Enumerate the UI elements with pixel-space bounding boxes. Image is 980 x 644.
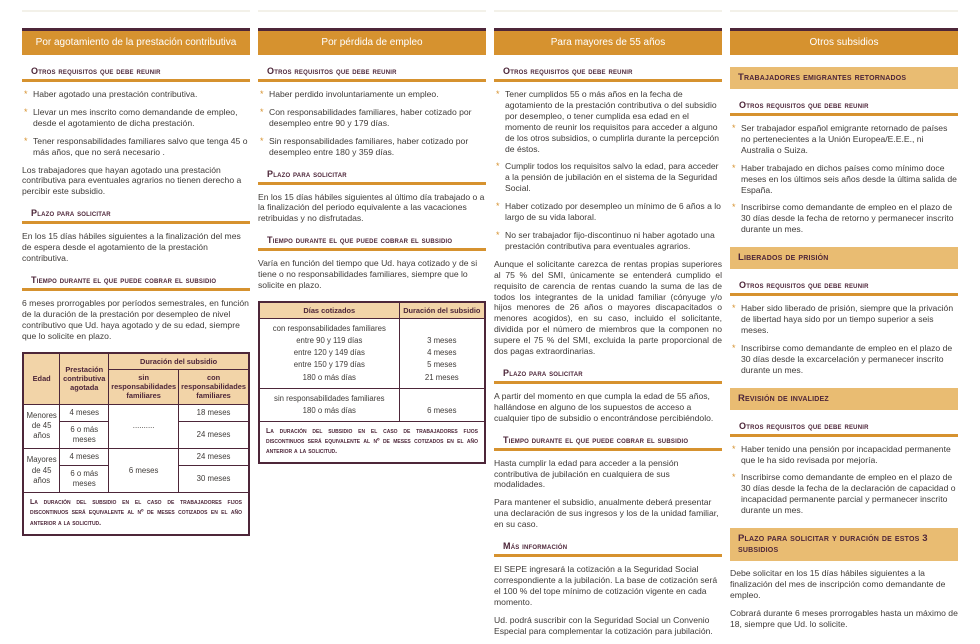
asterisk-bullet-icon: * [260,89,264,99]
cell-line: sin responsabilidades familiares [274,393,385,403]
table-header-prestacion: Prestación contributiva agotada [60,353,109,405]
bullet-text: Ser trabajador español emigrante retornado de países no pertenecientes a la Unión Europea/E.E.E., ni Australia o Suiza. [741,123,948,155]
cell-line [402,393,482,405]
table-row [259,319,485,388]
section-heading-requisitos: Otros requisitos que debe reunir [730,100,958,116]
panel-title: Por agotamiento de la prestación contributiva [35,37,237,48]
plazo-3-subsidios-text-2: Cobrará durante 6 meses prorrogables hasta un máximo de 18, siempre que Ud. lo solicite. [730,607,958,629]
bullet-item [494,161,722,194]
table-header-dias: Días cotizados [259,302,399,319]
table-footnote: La duración del subsidio en el caso de trabajadores fijos discontinuos será equivalente al nº de meses cotizados en el año anterior a la solicitud. [259,421,485,463]
cell-line: 3 meses [427,336,457,346]
asterisk-bullet-icon: * [496,161,500,172]
bullet-item [494,201,722,223]
asterisk-bullet-icon: * [732,443,736,454]
section-heading-tiempo: Tiempo durante el que puede cobrar el subsidio [494,435,722,451]
section-heading-requisitos: Otros requisitos que debe reunir [494,66,722,82]
asterisk-bullet-icon: * [260,106,264,117]
cell-prestacion: 6 o más meses [60,466,109,493]
bullet-item [22,107,250,129]
bullet-item [730,202,958,235]
mas-informacion-text-2: Ud. podrá suscribir con la Seguridad Social un Convenio Especial para complementar la cotización para jubilación. [494,614,713,636]
asterisk-bullet-icon: * [732,123,736,133]
duration-by-age-table [22,352,250,536]
table-header-edad: Edad [23,353,60,405]
section-heading-requisitos: Otros requisitos que debe reunir [258,66,486,82]
bullet-text: Inscribirse como demandante de empleo en el plazo de 30 días desde la excarcelación y permanecer inscrito durante un mes. [741,342,953,375]
asterisk-bullet-icon: * [24,89,28,99]
bullet-text: Inscribirse como demandante de empleo en el plazo de 30 días desde la fecha de la declaración de capacidad o incapacidad permanente parcial y permanecer inscrito durante un mes. [741,472,956,516]
plazo-text: En los 15 días hábiles siguientes a la finalización del mes de espera desde el agotamiento de la prestación contributiva. [22,231,241,264]
cell-age: Menores de 45 años [23,404,60,448]
section-heading-tiempo: Tiempo durante el que puede cobrar el subsidio [22,275,250,291]
section-heading-plazo: Plazo para solicitar [22,208,250,224]
cell-line: 21 meses [424,372,459,382]
cell-line: 4 meses [427,348,457,358]
band-liberados-prision: Liberados de prisión [730,247,958,269]
table-row [23,404,249,421]
table-row [259,421,485,463]
bullet-text: Cumplir todos los requisitos salvo la edad, para acceder a la pensión de jubilación en el sistema de la Seguridad Social. [505,161,719,194]
duration-by-days-table [258,301,486,464]
bullet-item [730,303,958,336]
cell-dias-group [259,319,399,388]
table-footnote: La duración del subsidio en el caso de trabajadores fijos discontinuos será equivalente al nº de meses cotizados en el año anterior a la solicitud. [23,493,249,535]
cell-line: 6 meses [427,405,457,415]
cell-prestacion: 4 meses [60,448,109,465]
cell-line [402,323,482,335]
agrarian-exclusion-note: Los trabajadores que hayan agotado una prestación contributiva para eventuales agrarios no tienen derecho a percibir este subsidio. [22,164,242,197]
cell-con: 24 meses [179,448,249,465]
asterisk-bullet-icon: * [732,162,736,173]
bullet-item [730,343,958,376]
panel-perdida-empleo [258,10,486,644]
bullet-item [494,89,722,154]
asterisk-bullet-icon: * [24,106,28,117]
asterisk-bullet-icon: * [24,135,28,146]
asterisk-bullet-icon: * [496,229,500,240]
bullet-item [494,230,722,252]
fold-line [730,10,958,12]
band-revision-invalidez: Revisión de invalidez [730,388,958,410]
cell-prestacion: 4 meses [60,404,109,421]
tiempo-text-2: Para mantener el subsidio, anualmente deberá presentar una declaración de sus ingresos y los de la unidad familiar, en su caso. [494,497,719,530]
panel-title: Otros subsidios [809,37,879,48]
table-header-duracion: Duración del subsidio [109,353,249,370]
tiempo-text: 6 meses prorrogables por períodos semestrales, en función de la duración de la prestación por desempleo de nivel contributivo que Ud. haya agotado y de su edad, siempre que lo solicite en plazo. [22,297,249,341]
cell-line: 5 meses [427,360,457,370]
bullet-text: Inscribirse como demandante de empleo en el plazo de 30 días desde la fecha de retorno y permanecer inscrito durante un mes. [741,202,954,235]
panel-title-bar [730,28,958,55]
cell-con: 18 meses [179,404,249,421]
bullet-item [730,123,958,156]
section-heading-plazo: Plazo para solicitar [494,368,722,384]
bullet-text: Tener cumplidos 55 o más años en la fecha de agotamiento de la prestación contributiva o del subsidio por desempleo, o tener cumplida esa edad en el momento de reunir los requisitos para acceder a alguno de los otros subsidios, o cumplirla durante la percepción de éstos. [505,89,720,154]
panel-title: Por pérdida de empleo [321,37,423,48]
bullet-item [730,444,958,466]
table-header-duracion: Duración del subsidio [399,302,485,319]
section-heading-plazo: Plazo para solicitar [258,169,486,185]
cell-line: entre 120 y 149 días [293,348,365,358]
fold-line [258,10,486,12]
panel-title-bar [494,28,722,55]
bullet-text: Haber agotado una prestación contributiva. [33,89,198,99]
panel-title: Para mayores de 55 años [550,37,666,48]
plazo-text: A partir del momento en que cumpla la edad de 55 años, hallándose en alguno de los supuestos de acceso a cualquier tipo de subsidio o encontrándose percibiéndolo. [494,390,714,423]
panel-mayores-55 [494,10,722,644]
plazo-3-subsidios-text-1: Debe solicitar en los 15 días hábiles siguientes a la finalización del mes de inscripción como demandante de empleo. [730,568,946,600]
bullet-item [730,163,958,196]
bullet-text: Tener responsabilidades familiares salvo que tenga 45 o más años, que no será necesario . [33,135,248,157]
bullet-item [22,136,250,158]
cell-line: 180 o más días [302,372,356,382]
panel-title-bar [258,28,486,55]
cell-line: 180 o más días [302,405,356,415]
asterisk-bullet-icon: * [732,303,736,314]
band-plazo-duracion-3-subsidios: Plazo para solicitar y duración de estos 3 subsidios [730,528,958,561]
section-heading-requisitos: Otros requisitos que debe reunir [730,280,958,296]
section-heading-requisitos: Otros requisitos que debe reunir [22,66,250,82]
cell-con: 24 meses [179,421,249,448]
fold-line [494,10,722,12]
asterisk-bullet-icon: * [732,202,736,213]
asterisk-bullet-icon: * [496,201,500,212]
cell-sin: 6 meses [109,448,179,492]
bullet-text: Haber tenido una pensión por incapacidad permanente que le ha sido revisada por mejoría. [741,443,951,465]
panel-title-bar [22,28,250,55]
cell-sin: .......... [109,404,179,448]
plazo-text: En los 15 días hábiles siguientes al último día trabajado o a la finalización del periodo equivalente a las vacaciones retribuidas y no disfrutadas. [258,191,485,224]
mas-informacion-text-1: El SEPE ingresará la cotización a la Seguridad Social correspondiente a la jubilación. La base de cotización será el 100 % del tope mínimo de cotización vigente en cada momento. [494,564,718,607]
asterisk-bullet-icon: * [732,342,736,353]
table-header-con-resp: con responsabilidades familiares [179,369,249,404]
bullet-item [258,89,486,100]
panel-agotamiento-prestacion [22,10,250,644]
cell-con: 30 meses [179,466,249,493]
fold-line [22,10,250,12]
table-header-sin-resp: sin responsabilidades familiares [109,369,179,404]
bullet-item [258,107,486,129]
cell-duracion-group [399,319,485,388]
bullet-item [730,472,958,516]
asterisk-bullet-icon: * [496,89,500,99]
tiempo-text: Varía en función del tiempo que Ud. haya cotizado y de si tiene o no responsabilidades familiares, siempre que lo solicite en plazo. [258,258,478,291]
asterisk-bullet-icon: * [732,472,736,483]
asterisk-bullet-icon: * [260,135,264,146]
bullet-text: Haber cotizado por desempleo un mínimo de 6 años a lo largo de su vida laboral. [505,201,721,223]
panel-otros-subsidios [730,10,958,644]
cell-line: con responsabilidades familiares [272,324,386,334]
bullet-text: Con responsabilidades familiares, haber cotizado por desempleo entre 90 y 179 días. [269,106,472,128]
section-heading-tiempo: Tiempo durante el que puede cobrar el subsidio [258,235,486,251]
cell-age: Mayores de 45 años [23,448,60,492]
bullet-text: Sin responsabilidades familiares, haber cotizado por desempleo entre 180 y 359 días. [269,135,469,157]
section-heading-requisitos: Otros requisitos que debe reunir [730,421,958,437]
bullet-text: Llevar un mes inscrito como demandande de empleo, desde el agotamiento de dicha prestación. [33,106,238,128]
bullet-text: Haber perdido involuntariamente un empleo. [269,89,439,99]
bullet-text: No ser trabajador fijo-discontinuo ni haber agotado una prestación contributiva para eventuales agrarios. [505,229,715,251]
bullet-item [258,136,486,158]
cell-prestacion: 6 o más meses [60,421,109,448]
cell-line: entre 90 y 119 días [296,336,363,346]
bullet-text: Haber trabajado en dichos países como mínimo doce meses en los últimos seis años desde la última salida de España. [741,162,957,195]
bullet-text: Haber sido liberado de prisión, siempre que la privación de libertad haya sido por un tiempo superior a seis meses. [741,303,954,335]
bullet-item [22,89,250,100]
section-heading-mas-informacion: Más información [494,541,722,557]
cell-line: entre 150 y 179 días [293,360,365,370]
smi-income-note: Aunque el solicitante carezca de rentas propias superiores al 75 % del SMI, únicamente se entenderá cumplido el requisito de carencia de rentas cuando la suma de las de todos los integrantes de la unidad familiar (cónyuge y/o hijos menores de 26 años o mayores discapacitados o menores acogidos), en su caso, incluido el solicitante, dividida por el número de miembros que la componen no supere el 75 % del SMI, excluida la parte proporcional de dos pagas extraordinarias. [494,258,722,357]
table-row [259,388,485,421]
tiempo-text-1: Hasta cumplir la edad para acceder a la pensión contributiva de jubilación en cualquiera de sus modalidades. [494,457,679,490]
cell-duracion-group [399,388,485,421]
cell-dias-group [259,388,399,421]
table-row [23,493,249,535]
table-row [23,448,249,465]
band-emigrantes-retornados: Trabajadores emigrantes retornados [730,67,958,89]
